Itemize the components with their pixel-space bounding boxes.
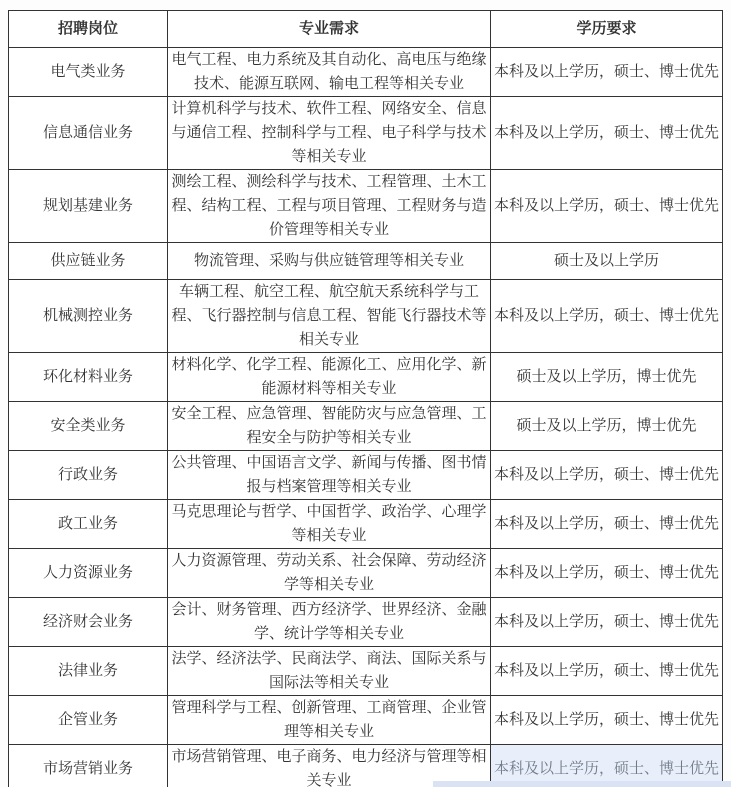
majors-cell: 车辆工程、航空工程、航空航天系统科学与工程、飞行器控制与信息工程、智能飞行器技术等相关专业 bbox=[168, 280, 491, 353]
majors-cell: 法学、经济法学、民商法学、商法、国际关系与国际法等相关专业 bbox=[168, 647, 491, 696]
majors-cell: 电气工程、电力系统及其自动化、高电压与绝缘技术、能源互联网、输电工程等相关专业 bbox=[168, 48, 491, 97]
education-cell: 本科及以上学历，硕士、博士优先 bbox=[491, 97, 723, 170]
majors-cell: 安全工程、应急管理、智能防灾与应急管理、工程安全与防护等相关专业 bbox=[168, 402, 491, 451]
position-cell: 政工业务 bbox=[9, 500, 168, 549]
position-cell: 人力资源业务 bbox=[9, 549, 168, 598]
table-row bbox=[9, 647, 723, 696]
table-row bbox=[9, 696, 723, 745]
position-cell: 安全类业务 bbox=[9, 402, 168, 451]
position-cell: 供应链业务 bbox=[9, 243, 168, 280]
education-cell-selected: 本科及以上学历，硕士、博士优先 bbox=[491, 745, 723, 787]
majors-cell: 市场营销管理、电子商务、电力经济与管理等相关专业 bbox=[168, 745, 491, 787]
position-cell: 法律业务 bbox=[9, 647, 168, 696]
majors-cell: 计算机科学与技术、软件工程、网络安全、信息与通信工程、控制科学与工程、电子科学与技术等相关专业 bbox=[168, 97, 491, 170]
text-selection-highlight bbox=[433, 781, 731, 787]
position-cell: 环化材料业务 bbox=[9, 353, 168, 402]
education-cell: 本科及以上学历，硕士、博士优先 bbox=[491, 696, 723, 745]
position-cell: 信息通信业务 bbox=[9, 97, 168, 170]
table-row bbox=[9, 500, 723, 549]
position-cell: 行政业务 bbox=[9, 451, 168, 500]
recruitment-table bbox=[8, 10, 723, 787]
education-cell: 本科及以上学历，硕士、博士优先 bbox=[491, 598, 723, 647]
education-cell: 硕士及以上学历，博士优先 bbox=[491, 402, 723, 451]
education-cell: 本科及以上学历，硕士、博士优先 bbox=[491, 500, 723, 549]
majors-cell: 公共管理、中国语言文学、新闻与传播、图书情报与档案管理等相关专业 bbox=[168, 451, 491, 500]
education-cell: 本科及以上学历，硕士、博士优先 bbox=[491, 280, 723, 353]
header-education: 学历要求 bbox=[491, 11, 723, 48]
table-row bbox=[9, 353, 723, 402]
education-cell: 硕士及以上学历，博士优先 bbox=[491, 353, 723, 402]
header-position: 招聘岗位 bbox=[9, 11, 168, 48]
table-row bbox=[9, 451, 723, 500]
position-cell: 规划基建业务 bbox=[9, 170, 168, 243]
majors-cell: 会计、财务管理、西方经济学、世界经济、金融学、统计学等相关专业 bbox=[168, 598, 491, 647]
table-header-row bbox=[9, 11, 723, 48]
education-cell: 本科及以上学历，硕士、博士优先 bbox=[491, 549, 723, 598]
majors-cell: 马克思理论与哲学、中国哲学、政治学、心理学等相关专业 bbox=[168, 500, 491, 549]
majors-cell: 物流管理、采购与供应链管理等相关专业 bbox=[168, 243, 491, 280]
header-majors: 专业需求 bbox=[168, 11, 491, 48]
majors-cell: 测绘工程、测绘科学与技术、工程管理、土木工程、结构工程、工程与项目管理、工程财务与造价管理等相关专业 bbox=[168, 170, 491, 243]
education-cell: 本科及以上学历，硕士、博士优先 bbox=[491, 170, 723, 243]
table-row bbox=[9, 48, 723, 97]
position-cell: 市场营销业务 bbox=[9, 745, 168, 787]
table-row bbox=[9, 598, 723, 647]
education-cell: 本科及以上学历，硕士、博士优先 bbox=[491, 48, 723, 97]
position-cell: 机械测控业务 bbox=[9, 280, 168, 353]
majors-cell: 管理科学与工程、创新管理、工商管理、企业管理等相关专业 bbox=[168, 696, 491, 745]
education-cell: 硕士及以上学历 bbox=[491, 243, 723, 280]
table-row bbox=[9, 280, 723, 353]
table-row bbox=[9, 170, 723, 243]
table-row bbox=[9, 549, 723, 598]
education-cell: 本科及以上学历，硕士、博士优先 bbox=[491, 451, 723, 500]
majors-cell: 人力资源管理、劳动关系、社会保障、劳动经济学等相关专业 bbox=[168, 549, 491, 598]
position-cell: 电气类业务 bbox=[9, 48, 168, 97]
table-row bbox=[9, 243, 723, 280]
table-row bbox=[9, 402, 723, 451]
majors-cell: 材料化学、化学工程、能源化工、应用化学、新能源材料等相关专业 bbox=[168, 353, 491, 402]
position-cell: 经济财会业务 bbox=[9, 598, 168, 647]
table-row bbox=[9, 97, 723, 170]
education-cell: 本科及以上学历，硕士、博士优先 bbox=[491, 647, 723, 696]
position-cell: 企管业务 bbox=[9, 696, 168, 745]
